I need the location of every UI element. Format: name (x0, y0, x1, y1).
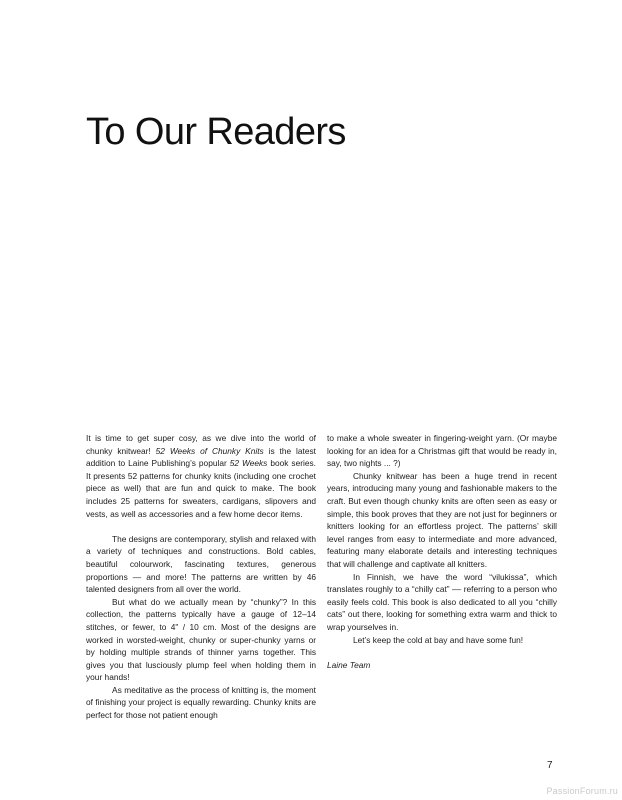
paragraph-meditative: As meditative as the process of knitting is, the moment of finishing your project is equally rewarding. Chunky knits are perfect for those not patient enough (86, 684, 316, 721)
text-column-right (327, 432, 557, 671)
paragraph-intro: It is time to get super cosy, as we dive into the world of chunky knitwear! 52 Weeks of Chunky Knits is the latest addition to Laine Publishing’s popular 52 Weeks book series. It presents 52 patterns for chunky knits (including one crochet piece as well) that are fun and quick to make. The book includes 25 patterns for sweaters, cardigans, slipovers and vests, as well as accessories and a few home decor items. (86, 433, 316, 519)
book-title-italic: 52 Weeks of Chunky Knits (155, 445, 264, 456)
signature: Laine Team (327, 659, 371, 670)
paragraph-vilukissa: In Finnish, we have the word “vilukissa”, which translates roughly to a “chilly cat” –– referring to a person who easily feels cold. This book is also dedicated to all you “chilly cats” out there, looking for something extra warm and thick to wrap yourselves in. (327, 571, 557, 632)
paragraph-continued: to make a whole sweater in fingering-weight yarn. (Or maybe looking for an idea for a Christmas gift that would be ready in, say, two nights ... ?) (327, 433, 557, 469)
paragraph-closing: Let’s keep the cold at bay and have some fun! (353, 634, 524, 645)
page-number: 7 (547, 760, 553, 771)
paragraph-trend: Chunky knitwear has been a huge trend in recent years, introducing many young and fashionable makers to the craft. But even though chunky knits are often seen as easy or simple, this book proves that they are not just for beginners or knitters looking for an effortless project. The patterns’ skill level ranges from easy to intermediate and more advanced, featuring many elaborate details and interesting techniques that will challenge and captivate all knitters. (327, 470, 557, 569)
watermark: PassionForum.ru (546, 786, 618, 796)
series-title-italic: 52 Weeks (229, 458, 268, 469)
page-title: To Our Readers (86, 111, 346, 153)
paragraph-chunky-meaning: But what do we actually mean by “chunky”? In this collection, the patterns typically have a gauge of 12–14 stitches, or fewer, to 4" / 10 cm. Most of the designs are worked in worsted-weight, chunky or super-chunky yarns or by holding multiple strands of thinner yarns together. This gives you that lusciously plump feel when holding them in your hands! (86, 596, 316, 683)
text-column-left (86, 432, 316, 722)
paragraph-designs: The designs are contemporary, stylish and relaxed with a variety of techniques and constructions. Bold cables, beautiful colourwork, fascinating textures, generous proportions — and more! The patterns are written by 46 talented designers from all over the world. (86, 533, 316, 595)
